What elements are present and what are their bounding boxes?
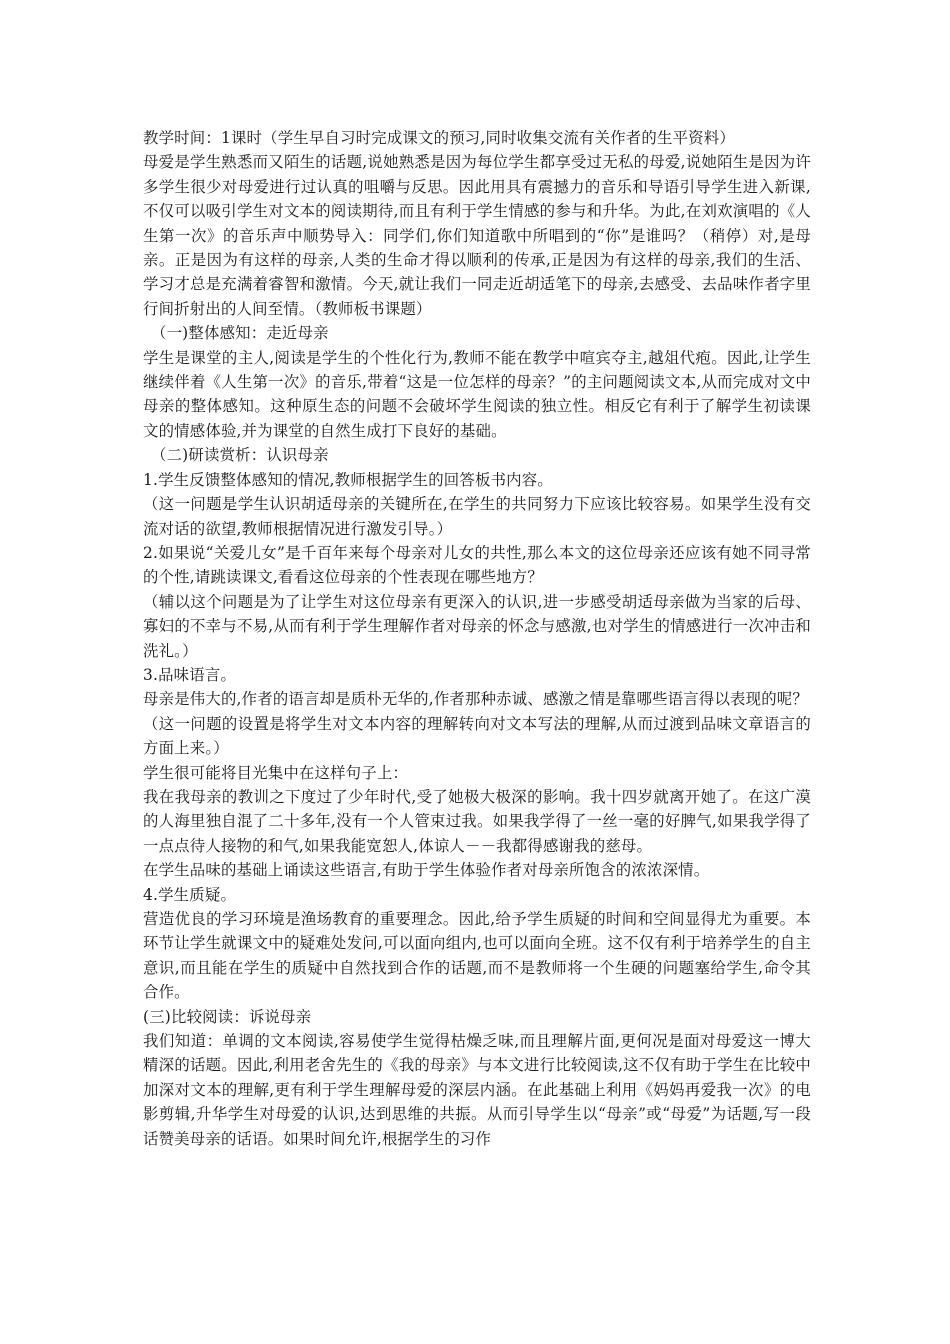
section-3-paragraph: 我们知道：单调的文本阅读,容易使学生觉得枯燥乏味,而且理解片面,更何况是面对母爱这一博大精深的话题。因此,利用老舍先生的《我的母亲》与本文进行比较阅读,这不仅有助于学生在比较中加深对文本的理解,更有利于学生理解母爱的深层内涵。在此基础上利用《妈妈再爱我一次》的电影剪辑,升华学生对母爱的认识,达到思维的共振。从而引导学生以“母亲”或“母爱”为话题,写一段话赞美母亲的话语。如果时间允许,根据学生的习作 [143,1032,811,1148]
teaching-time-line: 教学时间：1课时（学生早自习时完成课文的预习,同时收集交流有关作者的生平资料） [143,129,735,147]
section-heading-3: (三)比较阅读：诉说母亲 [143,1007,312,1026]
item-2-note: （辅以这个问题是为了让学生对这位母亲有更深入的认识,进一步感受胡适母亲做为当家的后母、寡妇的不幸与不易,从而有利于学生理解作者对母亲的怀念与感激,也对学生的情感进行一次冲击和洗礼。） [143,592,811,660]
item-3-lead: 学生很可能将目光集中在这样句子上： [143,763,409,782]
item-4: 4.学生质疑。 [143,885,237,904]
item-4-paragraph: 营造优良的学习环境是渔场教育的重要理念。因此,给予学生质疑的时间和空间显得尤为重要。本环节让学生就课文中的疑难处发问,可以面向组内,也可以面向全班。这不仅有利于培养学生的自主意识,而且能在学生的质疑中自然找到合作的话题,而不是教师将一个生硬的问题塞给学生,命令其合作。 [143,910,811,1002]
item-3-note: （这一问题的设置是将学生对文本内容的理解转向对文本写法的理解,从而过渡到品味文章语言的方面上来。） [143,714,811,758]
item-3: 3.品味语言。 [143,665,237,684]
intro-paragraph: 母爱是学生熟悉而又陌生的话题,说她熟悉是因为每位学生都享受过无私的母爱,说她陌生是因为许多学生很少对母爱进行过认真的咀嚼与反思。因此用具有震撼力的音乐和导语引导学生进入新课,不仅可以吸引学生对文本的阅读期待,而且有利于学生情感的参与和升华。为此,在刘欢演唱的《人生第一次》的音乐声中顺势导入：同学们,你们知道歌中所唱到的“你”是谁吗？（稍停）对,是母亲。正是因为有这样的母亲,人类的生命才得以顺利的传承,正是因为有这样的母亲,我们的生活、学习才总是充满着睿智和激情。今天,就让我们一同走近胡适笔下的母亲,去感受、去品味作者字里行间折射出的人间至情。（教师板书课题） [143,153,811,318]
item-1-note: （这一问题是学生认识胡适母亲的关键所在,在学生的共同努力下应该比较容易。如果学生没有交流对话的欲望,教师根据情况进行激发引导。） [143,495,811,538]
section-1-paragraph: 学生是课堂的主人,阅读是学生的个性化行为,教师不能在教学中喧宾夺主,越俎代疱。因此,让学生继续伴着《人生第一次》的音乐,带着“这是一位怎样的母亲？”的主问题阅读文本,从而完成对文中母亲的整体感知。这种原生态的问题不会破坏学生阅读的独立性。相反它有利于了解学生初读课文的情感体验,并为课堂的自然生成打下良好的基础。 [143,348,811,440]
item-3-question: 母亲是伟大的,作者的语言却是质朴无华的,作者那种赤诚、感激之情是靠哪些语言得以表现的呢？ [143,690,808,709]
document-page [143,126,811,1151]
item-3-conclusion: 在学生品味的基础上诵读这些语言,有助于学生体验作者对母亲所饱含的浓浓深情。 [143,861,710,880]
item-1: 1.学生反馈整体感知的情况,教师根据学生的回答板书内容。 [143,470,553,489]
item-2: 2.如果说“关爱儿女”是千百年来每个母亲对儿女的共性,那么本文的这位母亲还应该有她不同寻常的个性,请跳读课文,看看这位母亲的个性表现在哪些地方？ [143,543,811,587]
section-heading-2: （二)研读赏析：认识母亲 [151,446,329,465]
section-heading-1: （一)整体感知：走近母亲 [151,324,329,343]
item-3-quote: 我在我母亲的教训之下度过了少年时代,受了她极大极深的影响。我十四岁就离开她了。在这广漠的人海里独自混了二十多年,没有一个人管束过我。如果我学得了一丝一毫的好脾气,如果我学得了一点点待人接物的和气,如果我能宽恕人,体谅人－－我都得感谢我的慈母。 [143,787,811,855]
